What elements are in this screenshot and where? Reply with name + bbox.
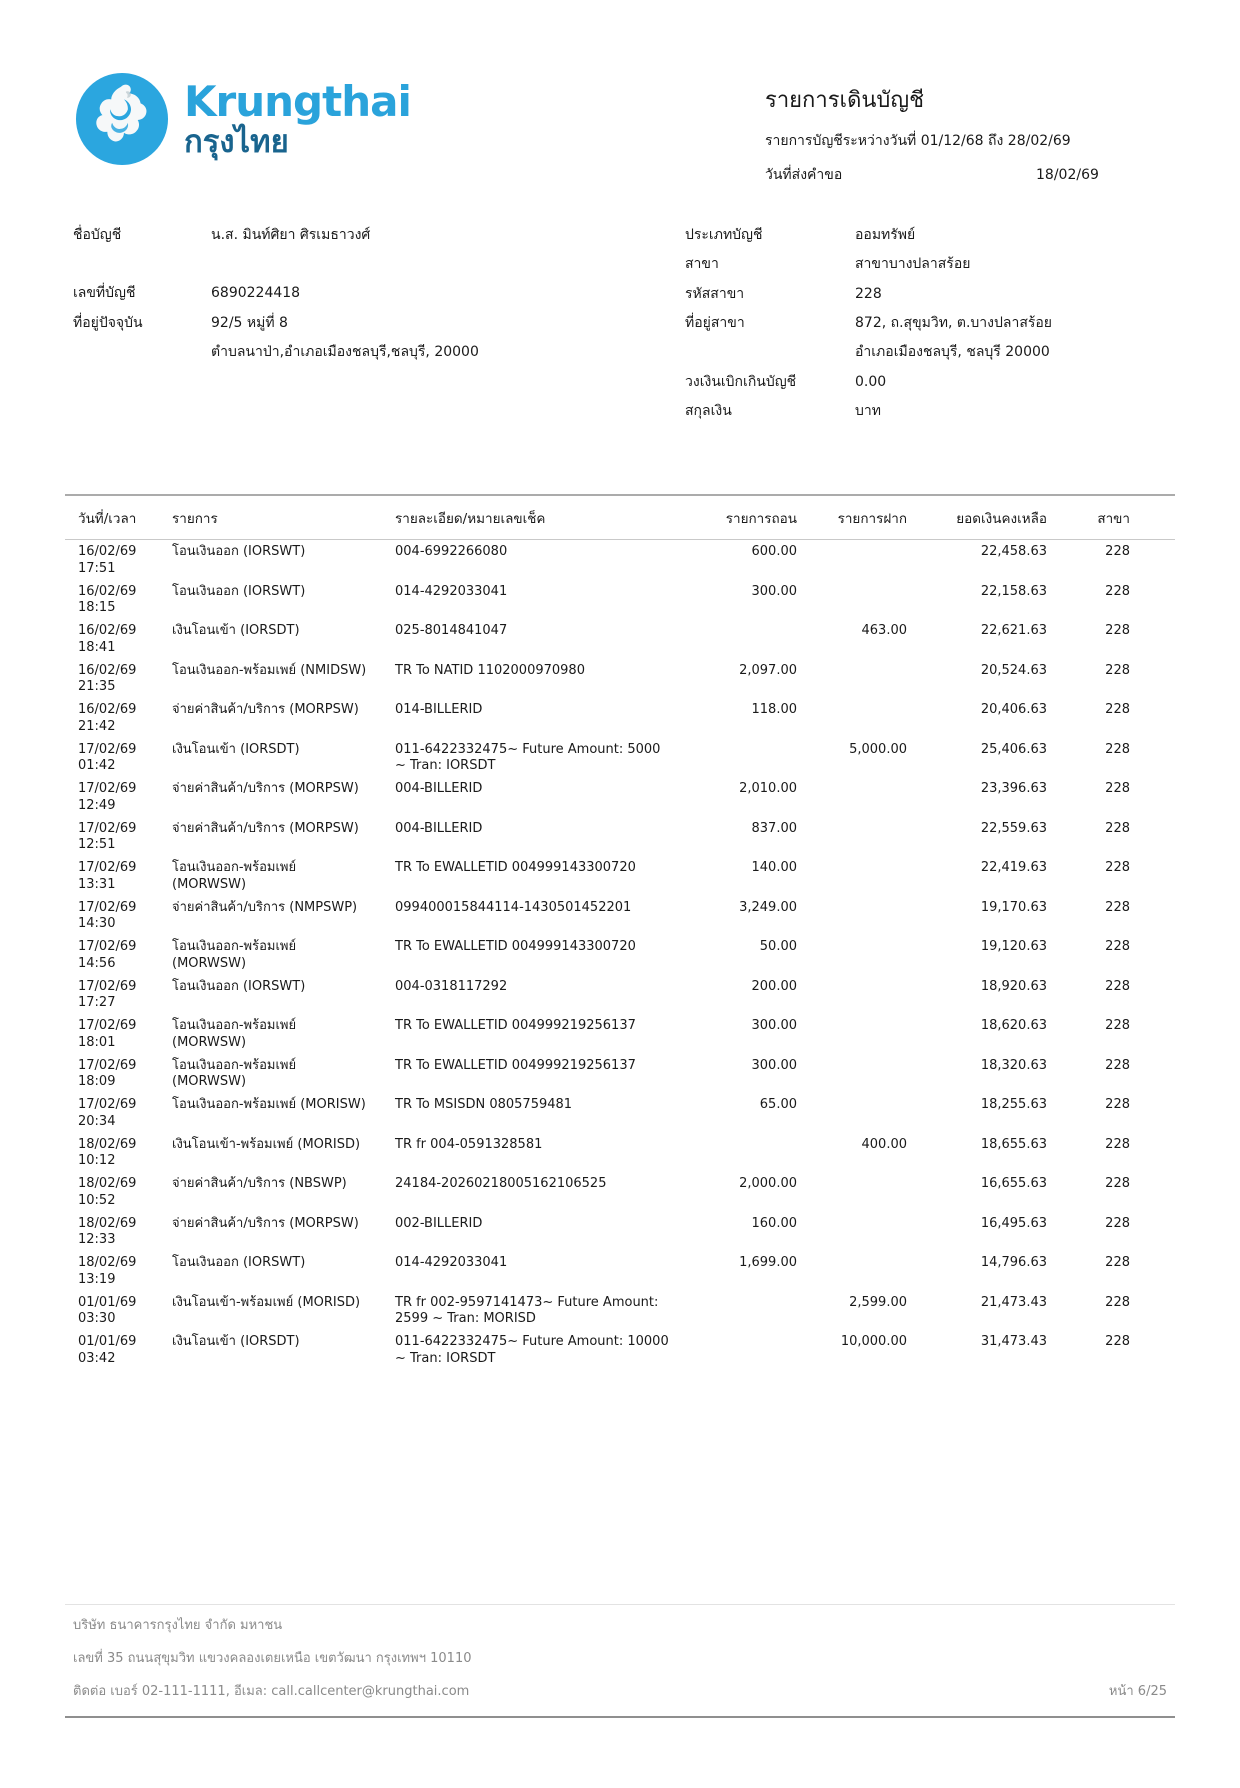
tx-deposit: 2,599.00	[849, 1294, 907, 1310]
tx-time: 01:42	[78, 758, 116, 774]
tx-date: 17/02/69	[78, 1018, 137, 1034]
tx-deposit	[797, 856, 907, 896]
tx-deposit	[797, 580, 907, 620]
table-row	[65, 935, 1175, 975]
tx-date: 16/02/69	[78, 623, 137, 639]
tx-branch: 228	[1105, 623, 1130, 639]
table-row	[65, 1291, 1175, 1331]
footer-bottom-divider	[65, 1716, 1175, 1718]
tx-detail	[370, 1093, 660, 1133]
table-row	[65, 1330, 1175, 1370]
table-row	[65, 777, 1175, 817]
account-info-left-column	[73, 225, 685, 430]
tx-date: 17/02/69	[78, 781, 137, 797]
tx-detail-line: 014-4292033041	[395, 583, 508, 599]
tx-withdrawal: 1,699.00	[739, 1255, 797, 1271]
col-header-type: รายการ	[165, 495, 370, 540]
tx-date: 17/02/69	[78, 899, 137, 915]
tx-time: 14:30	[78, 916, 116, 932]
tx-balance: 14,796.63	[980, 1255, 1047, 1271]
tx-balance: 22,158.63	[980, 583, 1047, 599]
tx-balance: 19,120.63	[980, 939, 1047, 955]
tx-type: เงินโอนเข้า (IORSDT)	[172, 741, 300, 757]
tx-withdrawal: 50.00	[759, 939, 797, 955]
tx-detail-line: ~ Tran: IORSDT	[395, 758, 496, 774]
account-type-value: ออมทรัพย์	[855, 227, 916, 244]
tx-detail-line: 025-8014841047	[395, 623, 508, 639]
tx-date: 01/01/69	[78, 1334, 137, 1350]
tx-branch: 228	[1105, 1136, 1130, 1152]
tx-time: 03:30	[78, 1311, 116, 1327]
tx-detail	[370, 1172, 660, 1212]
tx-type: จ่ายค่าสินค้า/บริการ (MORPSW)	[172, 820, 359, 836]
tx-detail-line: 011-6422332475~ Future Amount: 10000	[395, 1334, 669, 1350]
tx-date: 17/02/69	[78, 1097, 137, 1113]
tx-withdrawal	[660, 619, 797, 659]
tx-detail	[370, 935, 660, 975]
tx-type: จ่ายค่าสินค้า/บริการ (NBSWP)	[172, 1176, 347, 1192]
tx-detail	[370, 738, 660, 778]
tx-time: 12:51	[78, 837, 116, 853]
tx-withdrawal: 2,010.00	[739, 781, 797, 797]
account-type-row	[685, 225, 1175, 245]
brand-name-th: กรุงไทย	[184, 123, 289, 160]
tx-date: 18/02/69	[78, 1215, 137, 1231]
tx-deposit	[797, 1093, 907, 1133]
tx-type: จ่ายค่าสินค้า/บริการ (MORPSW)	[172, 1215, 359, 1231]
table-row	[65, 1212, 1175, 1252]
tx-detail-line: 004-BILLERID	[395, 820, 483, 836]
table-row	[65, 817, 1175, 857]
tx-type: โอนเงินออก-พร้อมเพย์ (MORISW)	[172, 1097, 366, 1113]
col-header-branch: สาขา	[1047, 495, 1175, 540]
tx-detail	[370, 1291, 660, 1331]
table-row	[65, 856, 1175, 896]
col-header-detail: รายละเอียด/หมายเลขเช็ค	[370, 495, 660, 540]
account-name-value: น.ส. มินท์ศิยา ศิรเมธาวงศ์	[211, 227, 371, 244]
branch-address-line1: 872, ถ.สุขุมวิท, ต.บางปลาสร้อย	[855, 315, 1053, 332]
table-header-row	[65, 495, 1175, 540]
tx-date: 17/02/69	[78, 939, 137, 955]
current-address-row-2	[73, 342, 685, 362]
table-row	[65, 540, 1175, 580]
statement-period: รายการบัญชีระหว่างวันที่ 01/12/68 ถึง 28/02/69	[765, 133, 1071, 149]
tx-date: 17/02/69	[78, 978, 137, 994]
tx-detail	[370, 777, 660, 817]
tx-deposit	[797, 1212, 907, 1252]
tx-withdrawal: 300.00	[751, 583, 797, 599]
krungthai-bird-icon	[75, 72, 169, 166]
tx-type: จ่ายค่าสินค้า/บริการ (MORPSW)	[172, 702, 359, 718]
tx-balance: 20,524.63	[980, 662, 1047, 678]
tx-type: โอนเงินออก (IORSWT)	[172, 583, 306, 599]
tx-type: จ่ายค่าสินค้า/บริการ (NMPSWP)	[172, 899, 358, 915]
tx-type: โอนเงินออก-พร้อมเพย์ (MORWSW)	[172, 1057, 297, 1090]
tx-branch: 228	[1105, 781, 1130, 797]
tx-withdrawal: 600.00	[751, 544, 797, 560]
tx-deposit: 400.00	[861, 1136, 907, 1152]
tx-balance: 18,655.63	[980, 1136, 1047, 1152]
tx-date: 18/02/69	[78, 1136, 137, 1152]
branch-row	[685, 254, 1175, 274]
tx-withdrawal: 140.00	[751, 860, 797, 876]
currency-label: สกุลเงิน	[685, 402, 732, 419]
tx-branch: 228	[1105, 1294, 1130, 1310]
tx-time: 13:19	[78, 1271, 116, 1287]
tx-branch: 228	[1105, 860, 1130, 876]
tx-deposit	[797, 817, 907, 857]
tx-withdrawal: 3,249.00	[739, 899, 797, 915]
footer-address: เลขที่ 35 ถนนสุขุมวิท แขวงคลองเตยเหนือ เขตวัฒนา กรุงเทพฯ 10110	[73, 1650, 472, 1666]
tx-withdrawal: 65.00	[759, 1097, 797, 1113]
account-type-label: ประเภทบัญชี	[685, 227, 763, 244]
tx-type: โอนเงินออก-พร้อมเพย์ (MORWSW)	[172, 939, 297, 971]
tx-branch: 228	[1105, 939, 1130, 955]
tx-date: 17/02/69	[78, 1057, 137, 1073]
page-number: หน้า 6/25	[1108, 1684, 1167, 1700]
tx-deposit	[797, 777, 907, 817]
tx-balance: 22,458.63	[980, 544, 1047, 560]
tx-balance: 18,920.63	[980, 978, 1047, 994]
tx-withdrawal: 300.00	[751, 1057, 797, 1073]
table-row	[65, 975, 1175, 1015]
branch-address-label: ที่อยู่สาขา	[685, 315, 745, 332]
tx-type: เงินโอนเข้า-พร้อมเพย์ (MORISD)	[172, 1136, 361, 1152]
account-number-row	[73, 283, 685, 303]
tx-balance: 19,170.63	[980, 899, 1047, 915]
tx-detail	[370, 817, 660, 857]
tx-detail-line: 2599 ~ Tran: MORISD	[395, 1311, 536, 1327]
tx-detail	[370, 1251, 660, 1291]
overdraft-label: วงเงินเบิกเกินบัญชี	[685, 373, 797, 390]
overdraft-row	[685, 372, 1175, 392]
tx-type: โอนเงินออก (IORSWT)	[172, 978, 306, 994]
col-header-balance: ยอดเงินคงเหลือ	[907, 495, 1047, 540]
tx-withdrawal	[660, 738, 797, 778]
current-address-line2: ตำบลนาป่า,อำเภอเมืองชลบุรี,ชลบุรี, 20000	[211, 344, 479, 361]
tx-date: 16/02/69	[78, 583, 137, 599]
tx-type: เงินโอนเข้า (IORSDT)	[172, 623, 300, 639]
krungthai-logo	[65, 72, 411, 166]
tx-balance: 25,406.63	[980, 741, 1047, 757]
tx-branch: 228	[1105, 1255, 1130, 1271]
tx-withdrawal	[660, 1291, 797, 1331]
tx-branch: 228	[1105, 1176, 1130, 1192]
table-row	[65, 580, 1175, 620]
tx-deposit	[797, 659, 907, 699]
tx-time: 20:34	[78, 1113, 116, 1129]
tx-deposit: 5,000.00	[849, 741, 907, 757]
tx-type: เงินโอนเข้า-พร้อมเพย์ (MORISD)	[172, 1294, 361, 1310]
branch-address-row-2	[685, 342, 1175, 362]
tx-branch: 228	[1105, 820, 1130, 836]
tx-type: จ่ายค่าสินค้า/บริการ (MORPSW)	[172, 781, 359, 797]
tx-detail	[370, 698, 660, 738]
document-header	[65, 72, 1175, 199]
tx-withdrawal	[660, 1133, 797, 1173]
footer-contact-row	[65, 1683, 1175, 1701]
tx-detail-line: 014-BILLERID	[395, 702, 483, 718]
branch-code-label: รหัสสาขา	[685, 285, 745, 302]
spacer	[73, 254, 685, 283]
tx-time: 10:12	[78, 1153, 116, 1169]
branch-address-line2: อำเภอเมืองชลบุรี, ชลบุรี 20000	[855, 344, 1050, 361]
tx-date: 18/02/69	[78, 1176, 137, 1192]
tx-detail	[370, 896, 660, 936]
transactions-body	[65, 540, 1175, 1370]
tx-detail	[370, 540, 660, 580]
tx-date: 16/02/69	[78, 702, 137, 718]
footer-top-divider	[65, 1604, 1175, 1605]
tx-branch: 228	[1105, 702, 1130, 718]
tx-balance: 18,620.63	[980, 1018, 1047, 1034]
branch-label: สาขา	[685, 256, 719, 273]
tx-detail-line: 011-6422332475~ Future Amount: 5000	[395, 741, 661, 757]
overdraft-value: 0.00	[855, 373, 887, 390]
tx-date: 17/02/69	[78, 741, 137, 757]
tx-deposit: 463.00	[861, 623, 907, 639]
branch-code-row	[685, 284, 1175, 304]
tx-date: 18/02/69	[78, 1255, 137, 1271]
tx-branch: 228	[1105, 978, 1130, 994]
tx-detail	[370, 659, 660, 699]
tx-branch: 228	[1105, 1215, 1130, 1231]
document-footer	[65, 1604, 1175, 1719]
tx-branch: 228	[1105, 1097, 1130, 1113]
tx-detail-line: ~ Tran: IORSDT	[395, 1350, 496, 1366]
tx-balance: 22,419.63	[980, 860, 1047, 876]
transactions-table	[65, 494, 1175, 1370]
tx-detail	[370, 975, 660, 1015]
tx-branch: 228	[1105, 741, 1130, 757]
tx-branch: 228	[1105, 544, 1130, 560]
table-row	[65, 698, 1175, 738]
tx-withdrawal: 300.00	[751, 1018, 797, 1034]
tx-detail-line: TR fr 004-0591328581	[395, 1136, 543, 1152]
tx-detail-line: 24184-20260218005162106525	[395, 1176, 607, 1192]
tx-balance: 18,255.63	[980, 1097, 1047, 1113]
tx-time: 21:35	[78, 679, 116, 695]
tx-detail-line: 004-BILLERID	[395, 781, 483, 797]
branch-code-value: 228	[855, 285, 882, 302]
account-info-right-column	[685, 225, 1175, 430]
tx-deposit	[797, 540, 907, 580]
tx-balance: 21,473.43	[980, 1294, 1047, 1310]
tx-balance: 22,559.63	[980, 820, 1047, 836]
tx-deposit	[797, 1251, 907, 1291]
tx-balance: 20,406.63	[980, 702, 1047, 718]
statement-title-block	[765, 72, 1175, 199]
tx-withdrawal: 200.00	[751, 978, 797, 994]
tx-time: 03:42	[78, 1350, 116, 1366]
tx-time: 18:01	[78, 1034, 116, 1050]
col-header-deposit: รายการฝาก	[797, 495, 907, 540]
account-number-value: 6890224418	[211, 285, 301, 302]
col-header-date: วันที่/เวลา	[65, 495, 165, 540]
tx-time: 10:52	[78, 1192, 116, 1208]
currency-row	[685, 401, 1175, 421]
tx-withdrawal: 837.00	[751, 820, 797, 836]
table-row	[65, 1054, 1175, 1094]
account-number-label: เลขที่บัญชี	[73, 285, 136, 302]
tx-type: โอนเงินออก-พร้อมเพย์ (MORWSW)	[172, 860, 297, 892]
tx-detail-line: 004-6992266080	[395, 544, 508, 560]
tx-time: 12:49	[78, 797, 116, 813]
tx-time: 13:31	[78, 876, 116, 892]
request-date-value: 18/02/69	[1036, 166, 1099, 183]
table-row	[65, 659, 1175, 699]
tx-deposit	[797, 698, 907, 738]
tx-detail-line: 014-4292033041	[395, 1255, 508, 1271]
tx-time: 17:51	[78, 560, 116, 576]
tx-balance: 18,320.63	[980, 1057, 1047, 1073]
tx-detail-line: TR To EWALLETID 004999143300720	[395, 860, 636, 876]
tx-detail	[370, 1014, 660, 1054]
account-info-section	[65, 225, 1175, 430]
currency-value: บาท	[855, 402, 881, 419]
tx-deposit	[797, 1054, 907, 1094]
tx-deposit	[797, 896, 907, 936]
table-row	[65, 1251, 1175, 1291]
account-name-row	[73, 225, 685, 245]
current-address-row	[73, 313, 685, 333]
tx-deposit	[797, 975, 907, 1015]
tx-date: 01/01/69	[78, 1294, 137, 1310]
table-row	[65, 1014, 1175, 1054]
tx-balance: 31,473.43	[980, 1334, 1047, 1350]
tx-withdrawal: 2,000.00	[739, 1176, 797, 1192]
tx-branch: 228	[1105, 583, 1130, 599]
tx-withdrawal: 118.00	[751, 702, 797, 718]
current-address-label: ที่อยู่ปัจจุบัน	[73, 314, 143, 331]
table-row	[65, 896, 1175, 936]
tx-detail	[370, 1330, 669, 1370]
branch-address-row	[685, 313, 1175, 333]
tx-detail	[370, 1212, 660, 1252]
tx-detail-line: 004-0318117292	[395, 978, 508, 994]
tx-detail-line: TR fr 002-9597141473~ Future Amount:	[395, 1294, 659, 1310]
tx-time: 17:27	[78, 995, 116, 1011]
tx-balance: 23,396.63	[980, 781, 1047, 797]
tx-deposit	[797, 935, 907, 975]
tx-detail-line: TR To EWALLETID 004999143300720	[395, 939, 636, 955]
tx-detail	[370, 580, 660, 620]
tx-type: โอนเงินออก (IORSWT)	[172, 1255, 306, 1271]
tx-detail-line: TR To MSISDN 0805759481	[395, 1097, 573, 1113]
table-row	[65, 1093, 1175, 1133]
tx-date: 16/02/69	[78, 544, 137, 560]
current-address-line1: 92/5 หมู่ที่ 8	[211, 314, 288, 331]
table-row	[65, 1133, 1175, 1173]
tx-time: 18:15	[78, 600, 116, 616]
tx-branch: 228	[1105, 662, 1130, 678]
tx-date: 17/02/69	[78, 820, 137, 836]
tx-branch: 228	[1105, 1334, 1130, 1350]
table-row	[65, 738, 1175, 778]
tx-time: 18:09	[78, 1074, 116, 1090]
request-date-row	[765, 166, 1175, 186]
tx-detail-line: TR To NATID 1102000970980	[395, 662, 585, 678]
tx-withdrawal: 160.00	[751, 1215, 797, 1231]
tx-deposit	[797, 1172, 907, 1212]
brand-name-en: Krungthai	[184, 76, 411, 126]
tx-branch: 228	[1105, 1018, 1130, 1034]
tx-detail	[370, 1133, 660, 1173]
tx-time: 14:56	[78, 955, 116, 971]
tx-type: เงินโอนเข้า (IORSDT)	[172, 1334, 300, 1350]
tx-balance: 16,655.63	[980, 1176, 1047, 1192]
tx-detail-line: TR To EWALLETID 004999219256137	[395, 1018, 636, 1034]
tx-type: โอนเงินออก-พร้อมเพย์ (MORWSW)	[172, 1018, 297, 1050]
brand-wordmark	[184, 76, 411, 160]
tx-detail-line: TR To EWALLETID 004999219256137	[395, 1057, 636, 1073]
tx-branch: 228	[1105, 1057, 1130, 1073]
table-row	[65, 619, 1175, 659]
branch-value: สาขาบางปลาสร้อย	[855, 256, 971, 273]
tx-detail-line: 002-BILLERID	[395, 1215, 483, 1231]
tx-branch: 228	[1105, 899, 1130, 915]
tx-time: 18:41	[78, 639, 116, 655]
table-row	[65, 1172, 1175, 1212]
tx-time: 12:33	[78, 1232, 116, 1248]
tx-withdrawal	[660, 1330, 797, 1370]
tx-time: 21:42	[78, 718, 116, 734]
tx-date: 16/02/69	[78, 662, 137, 678]
tx-detail	[370, 856, 660, 896]
tx-deposit: 10,000.00	[840, 1334, 907, 1350]
tx-detail	[370, 1054, 660, 1094]
tx-date: 17/02/69	[78, 860, 137, 876]
request-date-label: วันที่ส่งคำขอ	[765, 166, 843, 183]
tx-type: โอนเงินออก (IORSWT)	[172, 544, 306, 560]
tx-detail	[370, 619, 660, 659]
tx-balance: 22,621.63	[980, 623, 1047, 639]
tx-balance: 16,495.63	[980, 1215, 1047, 1231]
account-name-label: ชื่อบัญชี	[73, 227, 122, 244]
page-title: รายการเดินบัญชี	[765, 88, 925, 113]
col-header-withdrawal: รายการถอน	[660, 495, 797, 540]
tx-type: โอนเงินออก-พร้อมเพย์ (NMIDSW)	[172, 662, 367, 678]
footer-contact: ติดต่อ เบอร์ 02-111-1111, อีเมล: call.callcenter@krungthai.com	[73, 1684, 470, 1700]
footer-company: บริษัท ธนาคารกรุงไทย จำกัด มหาชน	[73, 1617, 283, 1633]
tx-deposit	[797, 1014, 907, 1054]
tx-detail-line: 099400015844114-1430501452201	[395, 899, 632, 915]
tx-withdrawal: 2,097.00	[739, 662, 797, 678]
